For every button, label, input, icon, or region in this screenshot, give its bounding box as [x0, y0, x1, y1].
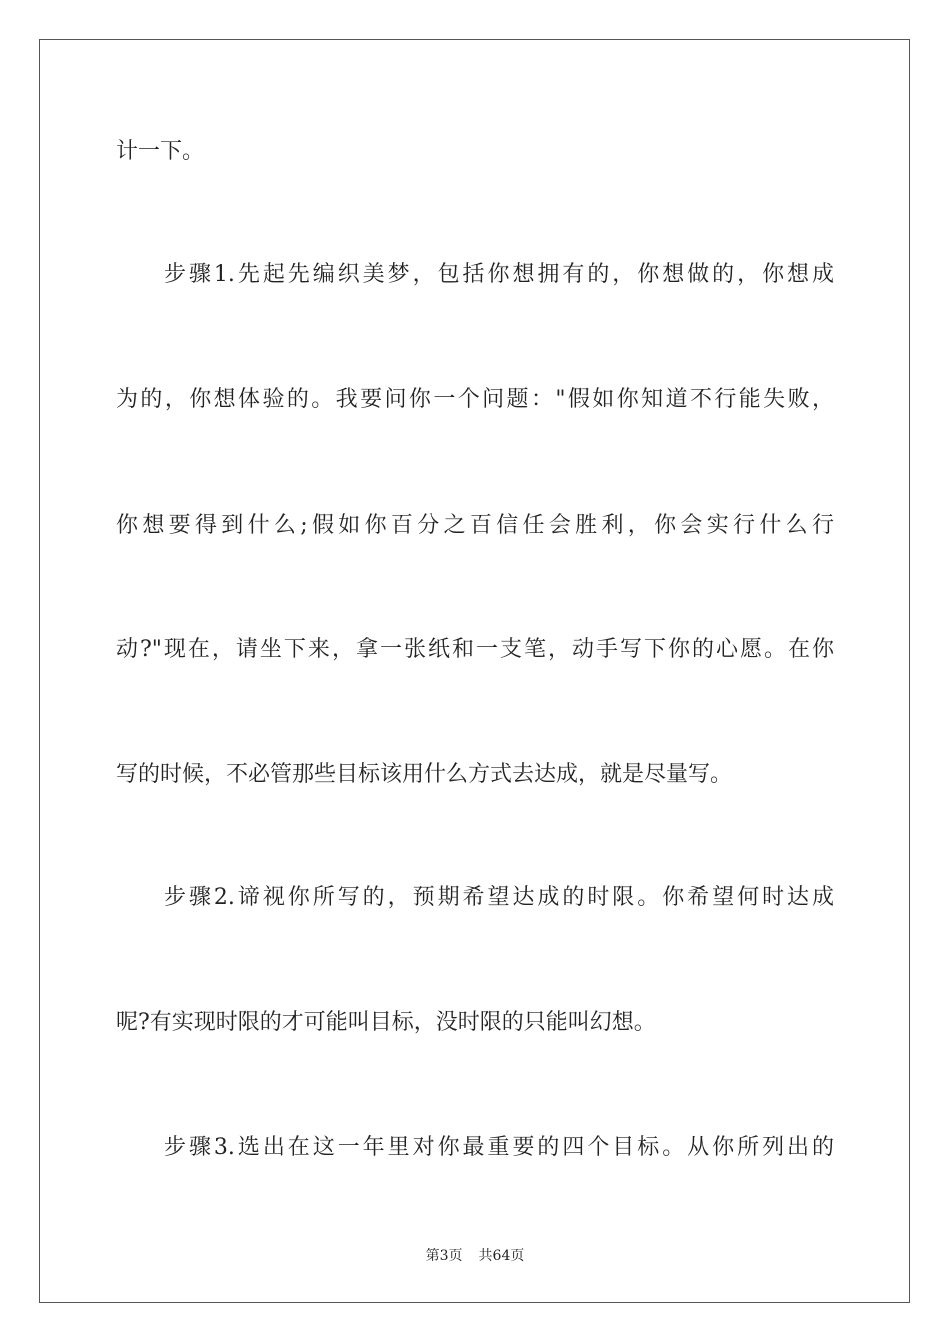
text-line-4: 你想要得到什么;假如你百分之百信任会胜利，你会实行什么行	[116, 513, 834, 538]
text-line-2: 步骤1.先起先编织美梦，包括你想拥有的，你想做的，你想成	[164, 262, 834, 287]
page-number: 第3页	[425, 1248, 463, 1264]
text-line-1: 计一下。	[116, 139, 205, 164]
text-line-7: 步骤2.谛视你所写的，预期希望达成的时限。你希望何时达成	[164, 885, 834, 910]
text-line-9: 步骤3.选出在这一年里对你最重要的四个目标。从你所列出的	[164, 1135, 834, 1160]
page-total: 共64页	[478, 1248, 525, 1264]
page-frame	[39, 39, 910, 1303]
text-line-8: 呢?有实现时限的才可能叫目标，没时限的只能叫幻想。	[116, 1010, 656, 1035]
text-line-5: 动?"现在，请坐下来，拿一张纸和一支笔，动手写下你的心愿。在你	[116, 637, 834, 662]
text-line-3: 为的，你想体验的。我要问你一个问题："假如你知道不行能失败，	[116, 387, 834, 412]
page-footer	[0, 1246, 950, 1266]
text-line-6: 写的时候，不必管那些目标该用什么方式去达成，就是尽量写。	[116, 762, 733, 787]
